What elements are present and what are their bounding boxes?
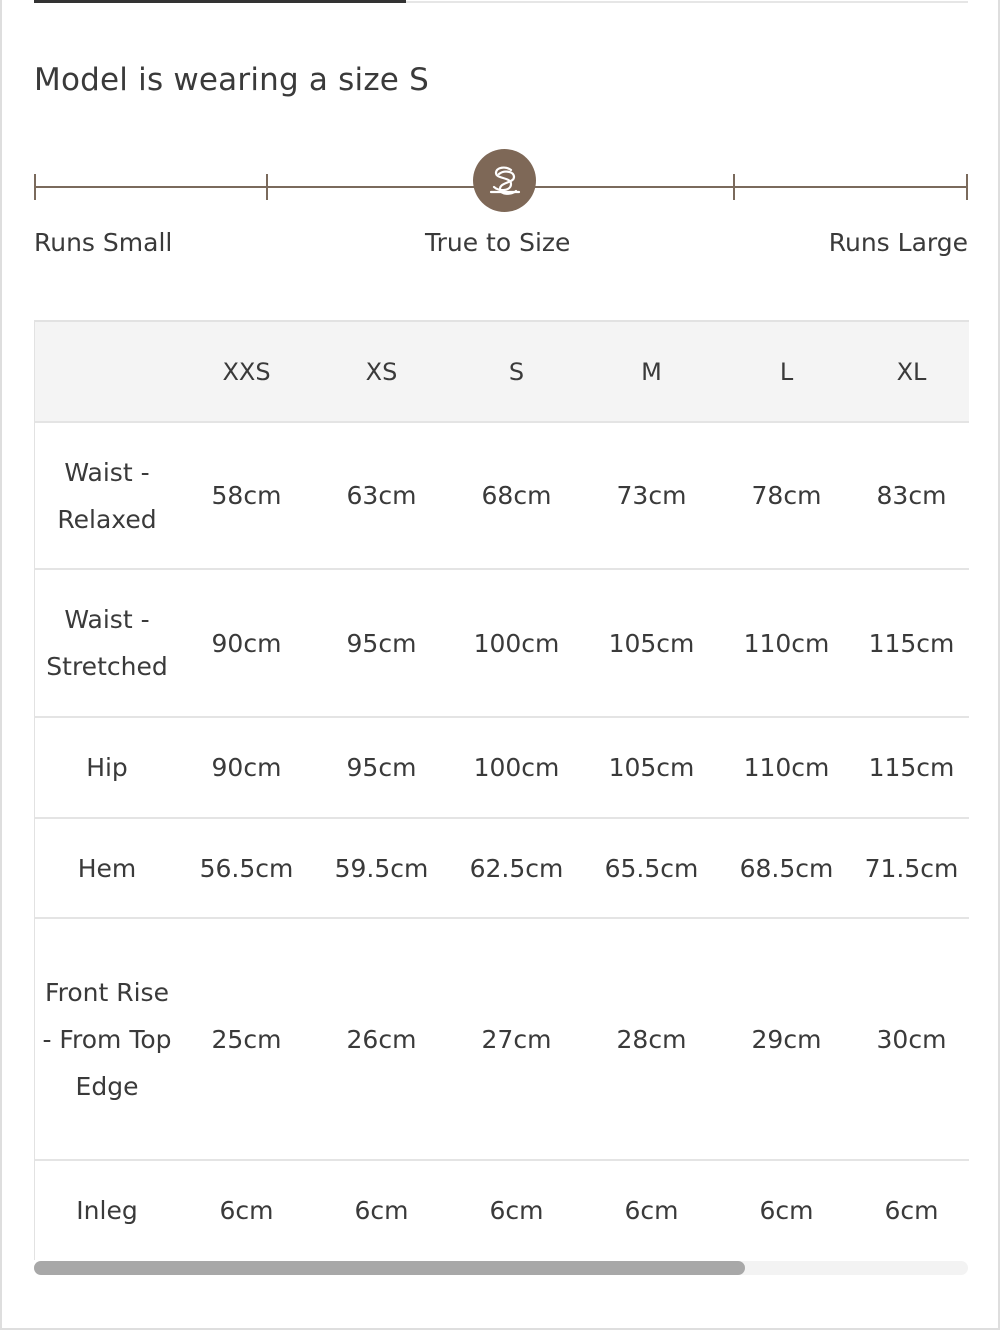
measurement-value: 95cm bbox=[346, 753, 417, 782]
measurement-value: 6cm bbox=[884, 1196, 939, 1225]
measurement-value: 105cm bbox=[608, 628, 695, 658]
tab-underline-active bbox=[34, 0, 406, 3]
fit-marker-logo-icon bbox=[473, 149, 536, 212]
measurement-row bbox=[35, 569, 969, 717]
measurement-value: 6cm bbox=[489, 1196, 544, 1225]
measurement-row bbox=[35, 818, 969, 918]
measurement-value: 68.5cm bbox=[739, 853, 834, 883]
measurement-value: 71.5cm bbox=[864, 853, 959, 883]
fit-label-runs-large: Runs Large bbox=[828, 228, 968, 257]
horizontal-scrollbar-thumb[interactable] bbox=[34, 1261, 745, 1275]
measurement-value: 59.5cm bbox=[334, 853, 429, 883]
frame-left-border bbox=[0, 0, 2, 1330]
fit-label-true-to-size: True to Size bbox=[425, 228, 571, 257]
size-header-cell: XS bbox=[365, 357, 398, 386]
measurement-value: 115cm bbox=[868, 628, 955, 658]
measurement-label: Inleg bbox=[76, 1196, 138, 1225]
size-chart-table bbox=[35, 320, 969, 1260]
measurement-value: 6cm bbox=[759, 1196, 814, 1225]
measurement-value: 110cm bbox=[743, 753, 830, 782]
measurement-value: 30cm bbox=[876, 1024, 947, 1054]
measurement-value: 28cm bbox=[616, 1024, 687, 1054]
measurement-value: 58cm bbox=[211, 481, 282, 510]
fit-scale-tick bbox=[966, 174, 968, 200]
measurement-row bbox=[35, 1160, 969, 1260]
size-header-cell: XXS bbox=[222, 357, 271, 386]
measurement-value: 26cm bbox=[346, 1024, 417, 1054]
measurement-value: 29cm bbox=[751, 1024, 822, 1054]
measurement-value: 62.5cm bbox=[469, 853, 564, 883]
measurement-row bbox=[35, 918, 969, 1160]
measurement-value: 100cm bbox=[473, 628, 560, 658]
measurement-value: 115cm bbox=[868, 753, 955, 782]
size-chart-scroll-area[interactable] bbox=[34, 320, 969, 1260]
measurement-value: 95cm bbox=[346, 628, 417, 658]
measurement-label: Waist - Stretched bbox=[46, 605, 168, 681]
measurement-value: 63cm bbox=[346, 481, 417, 510]
size-header-cell: M bbox=[641, 357, 662, 386]
measurement-value: 27cm bbox=[481, 1024, 552, 1054]
measurement-value: 6cm bbox=[354, 1196, 409, 1225]
model-size-note: Model is wearing a size S bbox=[34, 62, 429, 98]
size-header-row bbox=[35, 321, 969, 422]
measurement-value: 73cm bbox=[616, 481, 687, 510]
measurement-label: Hem bbox=[77, 853, 137, 883]
measurement-value: 90cm bbox=[211, 628, 282, 658]
size-header-cell bbox=[35, 321, 179, 422]
measurement-value: 6cm bbox=[219, 1196, 274, 1225]
brand-logo-icon bbox=[484, 160, 526, 202]
size-header-cell: XL bbox=[896, 357, 927, 386]
measurement-value: 90cm bbox=[211, 753, 282, 782]
size-header-cell: S bbox=[508, 357, 525, 386]
measurement-value: 105cm bbox=[608, 753, 695, 782]
size-header-cell: L bbox=[779, 357, 794, 386]
measurement-value: 110cm bbox=[743, 628, 830, 658]
measurement-value: 56.5cm bbox=[199, 853, 294, 883]
measurement-row bbox=[35, 422, 969, 569]
measurement-value: 83cm bbox=[876, 481, 947, 510]
fit-scale-tick bbox=[34, 174, 36, 200]
measurement-value: 25cm bbox=[211, 1024, 282, 1054]
measurement-value: 68cm bbox=[481, 481, 552, 510]
measurement-label: Hip bbox=[86, 753, 128, 782]
measurement-value: 100cm bbox=[473, 753, 560, 782]
fit-label-runs-small: Runs Small bbox=[34, 228, 173, 257]
fit-scale-tick bbox=[266, 174, 268, 200]
measurement-value: 65.5cm bbox=[604, 853, 699, 883]
measurement-value: 78cm bbox=[751, 481, 822, 510]
measurement-label: Waist - Relaxed bbox=[57, 457, 157, 534]
measurement-row bbox=[35, 717, 969, 818]
measurement-value: 6cm bbox=[624, 1196, 679, 1225]
measurement-label: Front Rise - From Top Edge bbox=[42, 977, 172, 1101]
fit-scale-tick bbox=[733, 174, 735, 200]
